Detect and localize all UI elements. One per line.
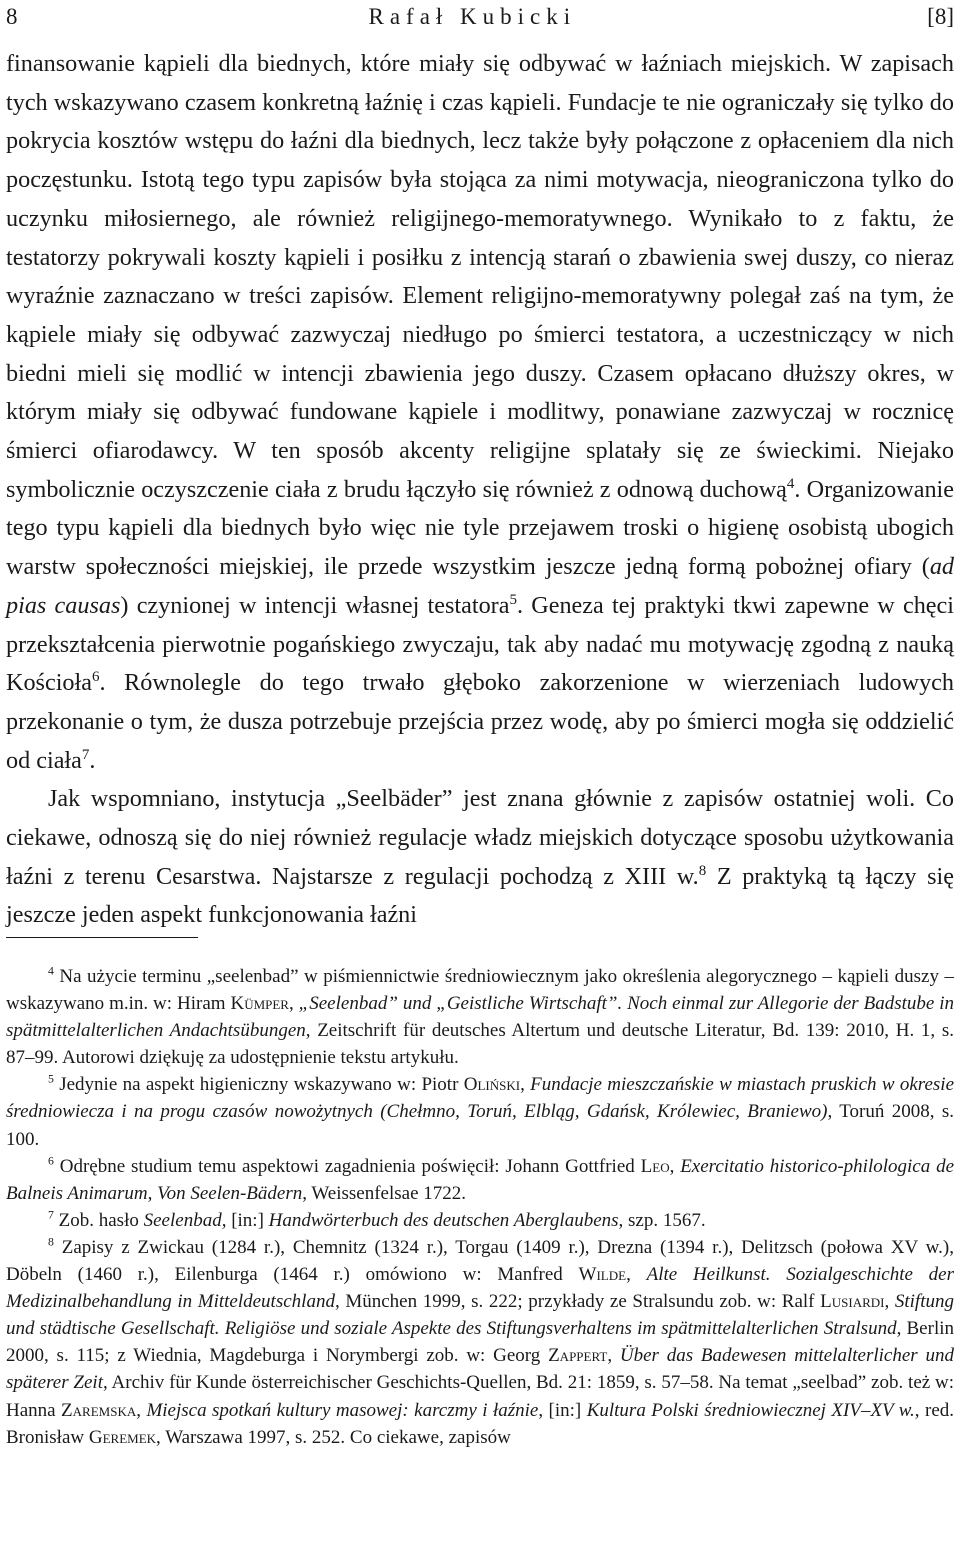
text-run: Zob. hasło — [53, 1209, 144, 1231]
text-run: . Organizowanie tego typu kąpieli dla biednych było więc nie tyle przejawem troski o higienę osobistą ubogich warstw społeczności miejskiej, ile przede wszystkim jeszcze jedną formą pobożnej ofiary ( — [6, 475, 954, 581]
text-run: , [in:] — [221, 1209, 269, 1231]
author-surname: Kümper — [230, 993, 289, 1015]
footnote-number: 6 — [48, 1154, 54, 1168]
work-title: Handwörterbuch des deutschen Aberglaubens — [268, 1209, 619, 1231]
footnote-8 — [6, 1234, 954, 1451]
work-title: Alte Heilkunst. Sozialgeschichte der Medizinalbehandlung in Mitteldeutschland — [6, 1264, 954, 1313]
footnote-number: 5 — [48, 1073, 54, 1087]
text-run: . Równolegle do tego trwało głęboko zakorzenione w wierzeniach ludowych przekonanie o tym, że dusza potrzebuje przejścia przez wodę, aby po śmierci mogła się oddzielić od ciała — [6, 669, 954, 774]
italic-phrase: ad pias causas — [6, 553, 954, 619]
text-run: , — [626, 1264, 647, 1286]
author-surname: Wilde — [578, 1264, 627, 1286]
text-run: , Archiv für Kunde österreichischer Geschichts-Quellen, Bd. 21: 1859, s. 57–58. Na temat „seelbad” zob. też w: Hanna — [6, 1372, 954, 1421]
text-run: , Warszawa 1997, s. 252. Co ciekawe, zapisów — [156, 1426, 511, 1448]
text-run: , — [136, 1399, 147, 1421]
text-run: , — [520, 1074, 531, 1096]
page-number: 8 — [6, 4, 18, 29]
work-title: Miejsca spotkań kultury masowej: karczmy i łaźnie — [146, 1399, 539, 1421]
footnote-number: 7 — [48, 1208, 54, 1222]
footnote-ref-4[interactable]: 4 — [786, 475, 795, 492]
text-run: . Geneza tej praktyki tkwi zapewne w chęci przekształcenia pierwotnie pogańskiego zwyczaju, tak aby nadać mu motywację zgodną z nauką Kościoła — [6, 591, 955, 697]
text-run: , Zeitschrift für deutsches Altertum und deutsche Literatur, Bd. 139: 2010, H. 1, s. 87–99. Autorowi dziękuję za udostępnienie tekstu artykułu. — [6, 1020, 954, 1069]
paragraph — [6, 780, 954, 935]
main-text — [6, 45, 954, 935]
work-title: Exercitatio historico-philologica de Balneis Animarum, Von Seelen-Bädern — [6, 1155, 955, 1204]
text-run: , Weissenfelsae 1722. — [302, 1182, 467, 1204]
work-title: Seelenbad — [143, 1209, 222, 1231]
text-run: , — [607, 1345, 620, 1367]
page-number-bracketed: [8] — [927, 4, 954, 29]
footnote-ref-6[interactable]: 6 — [91, 669, 100, 686]
author-surname: Geremek — [88, 1426, 157, 1448]
text-run: , red. Bronisław — [6, 1399, 954, 1448]
text-run: , Berlin 2000, s. 115; z Wiednia, Magdeburga i Norymbergi zob. w: Georg — [6, 1318, 954, 1367]
text-run: , szp. 1567. — [618, 1209, 706, 1231]
footnote-6 — [6, 1153, 954, 1207]
footnote-ref-7[interactable]: 7 — [81, 746, 90, 763]
author-surname: Oliński — [463, 1074, 521, 1096]
text-run: Jedynie na aspekt higieniczny wskazywano w: Piotr — [53, 1074, 464, 1096]
text-run: , — [669, 1155, 681, 1177]
footnote-ref-8[interactable]: 8 — [698, 862, 707, 879]
text-run: Z praktyką tą łączy się jeszcze jeden aspekt funkcjonowania łaźni — [6, 862, 954, 929]
author-surname: Zappert — [548, 1345, 608, 1367]
text-run: Odrębne studium temu aspektowi zagadnienia poświęcił: Johann Gottfried — [53, 1155, 641, 1177]
text-run: , München 1999, s. 222; przykłady ze Stralsundu zob. w: Ralf — [334, 1291, 821, 1313]
author-surname: Zaremska — [61, 1399, 137, 1421]
work-title: „Seelenbad” und „Geistliche Wirtschaft”. Noch einmal zur Allegorie der Badstube in spätmittelalterlichen Andachtsübungen — [6, 993, 955, 1042]
text-run: Na użycie terminu „seelenbad” w piśmiennictwie średniowiecznym jako określenia alegorycznego – kąpieli duszy – wskazywano m.in. w: Hiram — [6, 966, 954, 1015]
text-run: Jak wspomniano, instytucja „Seelbäder” jest znana głównie z zapisów ostatniej woli. Co ciekawe, odnoszą się do niej również regulacje władz miejskich dotyczące sposobu użytkowania łaźni z terenu Cesarstwa. Najstarsze z regulacji pochodzą z XIII w. — [6, 785, 954, 890]
footnote-5 — [6, 1071, 954, 1152]
work-title: Fundacje mieszczańskie w miastach pruskich w okresie średniowiecza i na progu czasów nowożytnych (Chełmno, Toruń, Elbląg, Gdańsk, Królewiec, Braniewo) — [6, 1074, 955, 1123]
footnote-7 — [6, 1207, 954, 1234]
running-author: Rafał Kubicki — [368, 4, 577, 29]
text-run: . — [89, 746, 96, 774]
text-run: , Toruń 2008, s. 100. — [6, 1101, 954, 1150]
text-run: Zapisy z Zwickau (1284 r.), Chemnitz (1324 r.), Torgau (1409 r.), Drezna (1394 r.), Delitzsch (połowa XV w.), Döbeln (1460 r.), Eilenburga (1464 r.) omówiono w: Manfred — [6, 1236, 954, 1286]
text-run: finansowanie kąpieli dla biednych, które miały się odbywać w łaźniach miejskich. W zapisach tych wskazywano czasem konkretną łaźnię i czas kąpieli. Fundacje te nie ograniczały się tylko do pokrycia kosztów wstępu do łaźni dla biednych, lecz także były połączone z opłaceniem dla nich poczęstunku. Istotą tego typu zapisów była stojąca za nimi motywacja, nieograniczona tylko do uczynku miłosiernego, ale również religijnego-memoratywnego. Wynikało to z faktu, że testatorzy pokrywali koszty kąpieli i posiłku z intencją starań o zbawienia swej duszy, co nieraz wyraźnie zaznaczano w treści zapisów. Element religijno-memoratywny polegał zaś na tym, że kąpiele miały się odbywać zazwyczaj niedługo po śmierci testatora, a uczestniczący w nich biedni mieli się modlić w intencji zbawienia jego duszy. Czasem opłacano dłuższy okres, w którym miały się odbywać fundowane kąpiele i modlitwy, ponawiane zazwyczaj w rocznicę śmierci ofiarodawcy. W ten sposób akcenty religijne splatały się ze świeckimi. Niejako symbolicznie oczyszczenie ciała z brudu łączyło się również z odnową duchową — [6, 50, 954, 503]
footnote-ref-5[interactable]: 5 — [509, 591, 517, 608]
footnote-number: 4 — [48, 964, 54, 978]
footnote-divider — [6, 937, 198, 938]
author-surname: Lusiardi — [820, 1291, 885, 1313]
work-title: Stiftung und städtische Gesellschaft. Religiöse und soziale Aspekte des Stiftungsverhaltens im spätmittelalterlichen Stralsund — [6, 1291, 954, 1340]
footnotes — [6, 963, 954, 1451]
text-run: , — [884, 1291, 895, 1313]
work-title: Kultura Polski średniowiecznej XIV–XV w. — [586, 1399, 915, 1421]
work-title: Über das Badewesen mittelalterlicher und späterer Zeit — [6, 1345, 954, 1394]
paragraph — [6, 45, 954, 780]
text-run: ) czynionej w intencji własnej testatora — [120, 591, 510, 619]
footnote-4 — [6, 963, 954, 1071]
author-surname: Leo — [640, 1155, 670, 1177]
footnote-number: 8 — [48, 1235, 54, 1249]
running-header — [6, 0, 954, 34]
text-run: , [in:] — [538, 1399, 587, 1421]
text-run: , — [288, 993, 299, 1015]
